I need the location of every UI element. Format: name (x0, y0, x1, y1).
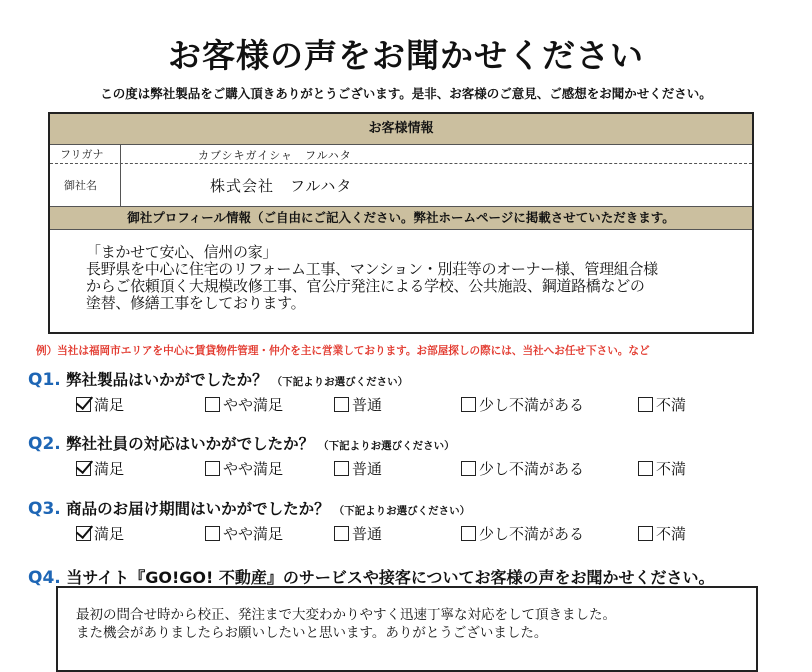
furigana-label: フリガナ (60, 148, 104, 161)
option-5[interactable] (638, 458, 686, 479)
option-3[interactable] (334, 523, 382, 544)
checkbox[interactable] (334, 397, 349, 412)
checkbox[interactable] (461, 461, 476, 476)
answer-text (76, 606, 616, 642)
checkbox[interactable] (76, 526, 91, 541)
option-group (28, 458, 798, 484)
company-row (50, 163, 752, 206)
question-title (28, 432, 798, 454)
option-2[interactable] (205, 458, 283, 479)
question-title (28, 368, 798, 390)
option-5[interactable] (638, 523, 686, 544)
question-text: 弊社社員の対応はいかがでしたか？ (66, 435, 315, 453)
company-value[interactable]: 株式会社 フルハタ (210, 177, 353, 195)
option-3[interactable] (334, 394, 382, 415)
question-note: （下記よりお選びください） (333, 505, 471, 517)
question-text: 当サイト『GO!GO! 不動産』のサービスや接客についてお客様の声をお聞かせください。 (66, 568, 715, 587)
question-number: Q4. (28, 568, 61, 588)
checkbox[interactable] (334, 526, 349, 541)
option-group (28, 523, 798, 549)
option-label: 普通 (352, 525, 383, 543)
option-label: 満足 (94, 460, 125, 478)
option-label: やや満足 (223, 525, 284, 543)
question-note: （下記よりお選びください） (271, 376, 409, 388)
question-note: （下記よりお選びください） (318, 440, 455, 452)
option-label: 満足 (94, 396, 125, 414)
furigana-value[interactable]: カブシキガイシャ フルハタ (198, 149, 352, 162)
option-4[interactable] (461, 523, 584, 544)
profile-line: からご依頼頂く大規模改修工事、官公庁発注による学校、公共施設、鋼道路橋などの (86, 277, 645, 295)
customer-info-box (48, 112, 754, 334)
question-number: Q2. (28, 434, 61, 454)
option-1[interactable] (76, 458, 124, 479)
option-1[interactable] (76, 523, 124, 544)
profile-line: 長野県を中心に住宅のリフォーム工事、マンション・別荘等のオーナー様、管理組合様 (86, 260, 658, 278)
label-divider (120, 144, 121, 206)
checkbox[interactable] (76, 461, 91, 476)
checkbox[interactable] (461, 397, 476, 412)
question-text: 商品のお届け期間はいかがでしたか？ (66, 500, 330, 518)
checkbox[interactable] (205, 461, 220, 476)
question-text: 弊社製品はいかがでしたか？ (66, 371, 268, 389)
customer-info-header: お客様情報 (50, 114, 752, 145)
checkbox[interactable] (638, 461, 653, 476)
option-label: 満足 (94, 525, 125, 543)
question-title (28, 497, 798, 519)
option-label: 不満 (656, 525, 687, 543)
option-2[interactable] (205, 394, 283, 415)
checkbox[interactable] (461, 526, 476, 541)
checkbox[interactable] (205, 526, 220, 541)
option-label: やや満足 (223, 460, 284, 478)
profile-line: 「まかせて安心、信州の家」 (86, 243, 278, 261)
profile-line: 塗替、修繕工事をしております。 (86, 294, 306, 312)
option-label: 普通 (352, 460, 383, 478)
option-label: 少し不満がある (479, 396, 585, 414)
option-label: 少し不満がある (479, 460, 585, 478)
page-title: お客様の声をお聞かせください (168, 36, 644, 75)
question-number: Q3. (28, 499, 61, 519)
option-3[interactable] (334, 458, 382, 479)
option-5[interactable] (638, 394, 686, 415)
checkbox[interactable] (205, 397, 220, 412)
option-4[interactable] (461, 458, 584, 479)
question-number: Q1. (28, 370, 61, 390)
option-2[interactable] (205, 523, 283, 544)
option-label: やや満足 (223, 396, 284, 414)
checkbox[interactable] (334, 461, 349, 476)
option-label: 少し不満がある (479, 525, 585, 543)
checkbox[interactable] (638, 397, 653, 412)
question-1 (28, 368, 798, 420)
page-subtitle: この度は弊社製品をご購入頂きありがとうございます。是非、お客様のご意見、ご感想をお聞かせください。 (100, 86, 712, 101)
option-label: 不満 (656, 396, 687, 414)
option-1[interactable] (76, 394, 124, 415)
checkbox[interactable] (638, 526, 653, 541)
option-label: 普通 (352, 396, 383, 414)
checkbox[interactable] (76, 397, 91, 412)
answer-line: また機会がありましたらお願いしたいと思います。ありがとうございました。 (76, 625, 548, 641)
option-label: 不満 (656, 460, 687, 478)
option-4[interactable] (461, 394, 584, 415)
company-label: 御社名 (64, 179, 97, 192)
example-note: 例）当社は福岡市エリアを中心に賃貸物件管理・仲介を主に営業しております。お部屋探しの際には、当社へお任せ下さい。など (36, 345, 650, 357)
option-group (28, 394, 798, 420)
profile-header: 御社プロフィール情報（ご自由にご記入ください。弊社ホームページに掲載させていただきます。 (50, 206, 752, 230)
question-4-title (28, 565, 715, 588)
answer-box[interactable] (56, 586, 758, 672)
furigana-row (50, 144, 752, 164)
question-3 (28, 497, 798, 549)
answer-line: 最初の問合せ時から校正、発注まで大変わかりやすく迅速丁寧な対応をして頂きました。 (76, 607, 616, 623)
profile-text[interactable] (86, 244, 746, 312)
question-2 (28, 432, 798, 484)
